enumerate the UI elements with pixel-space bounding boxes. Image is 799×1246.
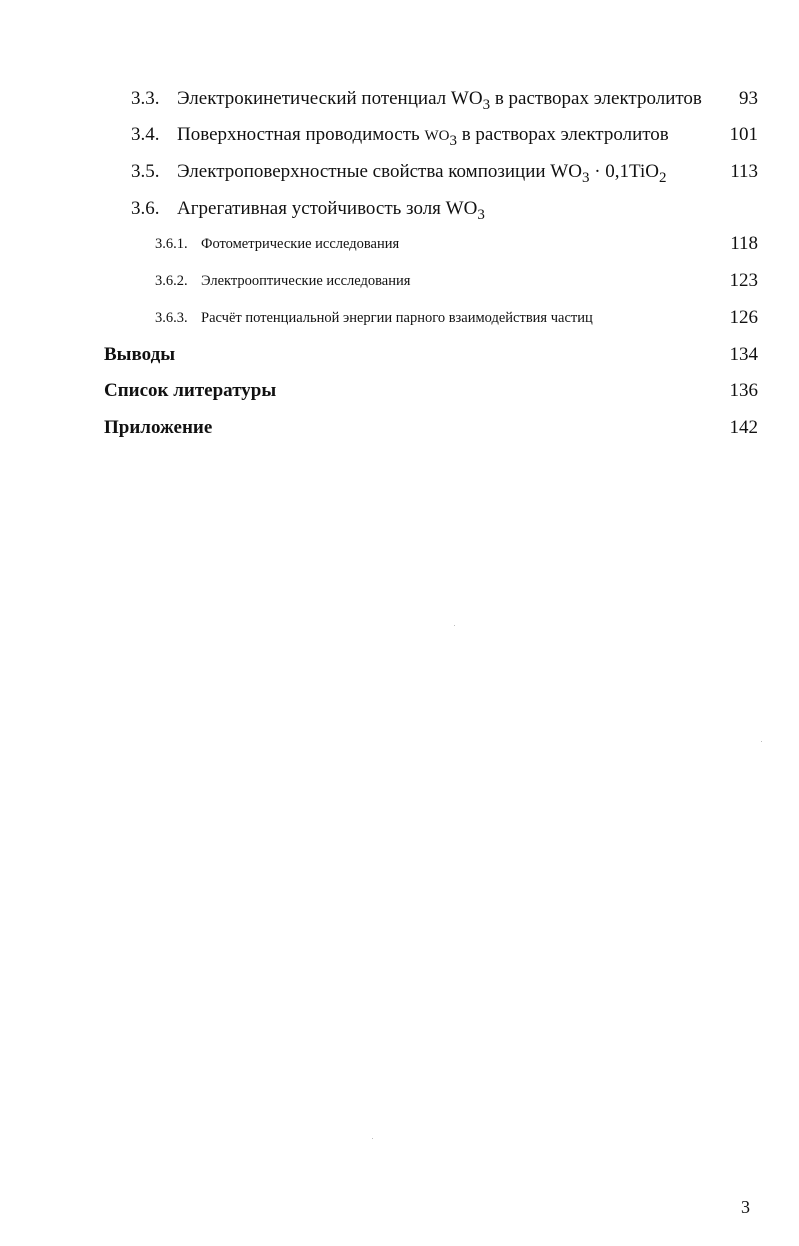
scan-speck: [454, 625, 455, 626]
toc-number: 3.5.: [131, 161, 160, 182]
toc-number: 3.6.2.: [155, 273, 188, 289]
toc-entry-3-6-2: [0, 266, 799, 296]
toc-page: 126: [729, 307, 758, 328]
toc-page: 123: [729, 270, 758, 291]
toc-title: Агрегативная устойчивость золя $WO_3$: [177, 198, 485, 223]
toc-page: 101: [729, 124, 758, 145]
toc-number: 3.4.: [131, 124, 160, 145]
toc-title: Электрокинетический потенциал $WO_3$ в растворах электролитов: [177, 88, 702, 113]
toc-number: 3.3.: [131, 88, 160, 109]
toc-entry-3-6-1: [0, 229, 799, 259]
toc-page: 118: [730, 233, 758, 254]
toc-title: Электрооптические исследования: [201, 273, 411, 289]
scan-speck: [372, 1138, 373, 1139]
toc-entry-3-6-3: [0, 303, 799, 333]
toc-title: Фотометрические исследования: [201, 236, 400, 252]
toc-title: Расчёт потенциальной энергии парного взаимодействия частиц: [201, 310, 593, 326]
toc-page: 134: [729, 344, 758, 365]
toc-title: Выводы: [104, 344, 176, 365]
toc-entry-appendix: [0, 413, 799, 443]
toc-entry-3-4: [0, 120, 799, 150]
scan-speck: [761, 741, 762, 742]
toc-entry-references: [0, 376, 799, 406]
toc-entry-3-6: [0, 194, 799, 224]
toc-entry-conclusions: [0, 340, 799, 370]
page-number: 3: [741, 1197, 750, 1217]
toc-title: Приложение: [104, 417, 213, 438]
toc-page: 93: [739, 88, 758, 109]
toc-title: Поверхностная проводимость $WO_3$ в растворах электролитов: [177, 124, 669, 149]
toc-entry-3-5: [0, 157, 799, 187]
toc-title: Список литературы: [104, 380, 277, 401]
toc-page: 113: [730, 161, 758, 182]
toc-title: Электроповерхностные свойства композиции $WO_3 \cdot 0,1TiO_2$: [177, 161, 667, 186]
toc-entry-3-3: [0, 84, 799, 114]
toc-page: 142: [729, 417, 758, 438]
toc-number: 3.6.1.: [155, 236, 188, 252]
toc-page: 136: [729, 380, 758, 401]
toc-number: 3.6.: [131, 198, 160, 219]
toc-number: 3.6.3.: [155, 310, 188, 326]
